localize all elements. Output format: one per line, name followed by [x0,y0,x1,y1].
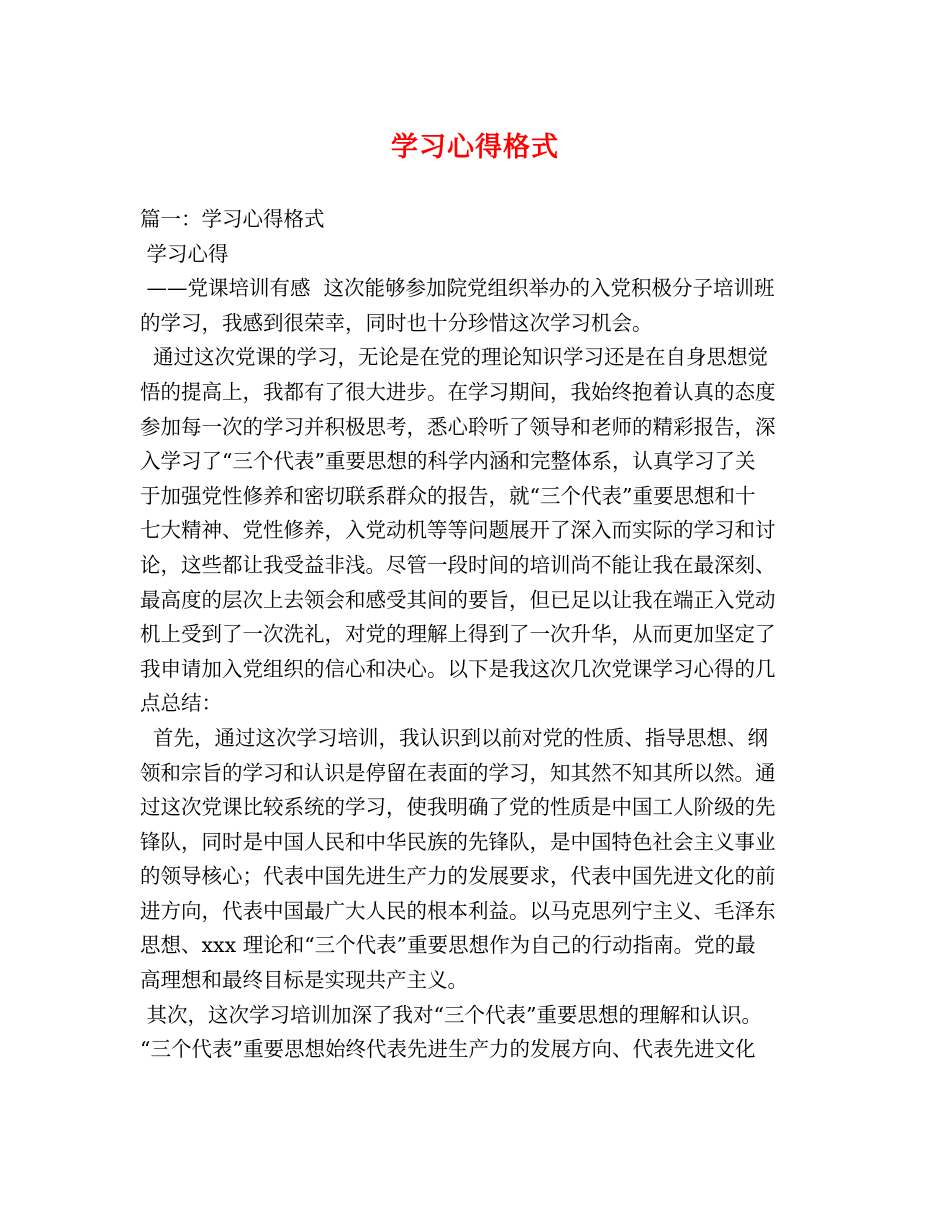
body-line: 进方向，代表中国最广大人民的根本利益。以马克思列宁主义、毛泽东 [140,898,776,923]
body-line: 篇一：学习心得格式 [140,207,325,231]
body-line: 锋队，同时是中国人民和中华民族的先锋队，是中国特色社会主义事业 [140,829,776,854]
body-line: 于加强党性修养和密切联系群众的报告，就“三个代表”重要思想和十 [140,483,756,508]
body-line: 通过这次党课的学习，无论是在党的理论知识学习还是在自身思想觉 [140,345,769,370]
body-line: 高理想和最终目标是实现共产主义。 [140,968,468,993]
body-line: 的领导核心；代表中国先进生产力的发展要求，代表中国先进文化的前 [140,864,776,889]
body-line: 入学习了“三个代表”重要思想的科学内涵和完整体系，认真学习了关 [140,449,756,474]
body-line: 思想、xxx 理论和“三个代表”重要思想作为自己的行动指南。党的最 [140,933,756,958]
body-line: 悟的提高上，我都有了很大进步。在学习期间，我始终抱着认真的态度 [140,379,776,404]
body-line: “三个代表”重要思想始终代表先进生产力的发展方向、代表先进文化 [140,1037,756,1062]
document-body [140,202,820,1067]
body-line: 最高度的层次上去领会和感受其间的要旨，但已足以让我在端正入党动 [140,587,776,612]
body-line: 点总结： [140,691,222,716]
body-line: 首先，通过这次学习培训，我认识到以前对党的性质、指导思想、纲 [140,725,769,750]
body-line: 七大精神、党性修养，入党动机等等问题展开了深入而实际的学习和讨 [140,518,776,543]
body-line: 我申请加入党组织的信心和决心。以下是我这次几次党课学习心得的几 [140,656,776,681]
body-line: 学习心得 [140,241,229,266]
body-line: 论，这些都让我受益非浅。尽管一段时间的培训尚不能让我在最深刻、 [140,552,776,577]
body-line: 参加每一次的学习并积极思考，悉心聆听了领导和老师的精彩报告，深 [140,414,776,439]
body-line: 其次，这次学习培训加深了我对“三个代表”重要思想的理解和认识。 [140,1002,762,1027]
body-line: 的学习，我感到很荣幸，同时也十分珍惜这次学习机会。 [140,310,653,335]
document-title: 学习心得格式 [391,132,559,163]
body-line: 过这次党课比较系统的学习，使我明确了党的性质是中国工人阶级的先 [140,795,776,820]
body-line: 领和宗旨的学习和认识是停留在表面的学习，知其然不知其所以然。通 [140,760,776,785]
body-line: 机上受到了一次洗礼，对党的理解上得到了一次升华，从而更加坚定了 [140,622,776,647]
body-line: ——党课培训有感 这次能够参加院党组织举办的入党积极分子培训班 [140,276,775,301]
